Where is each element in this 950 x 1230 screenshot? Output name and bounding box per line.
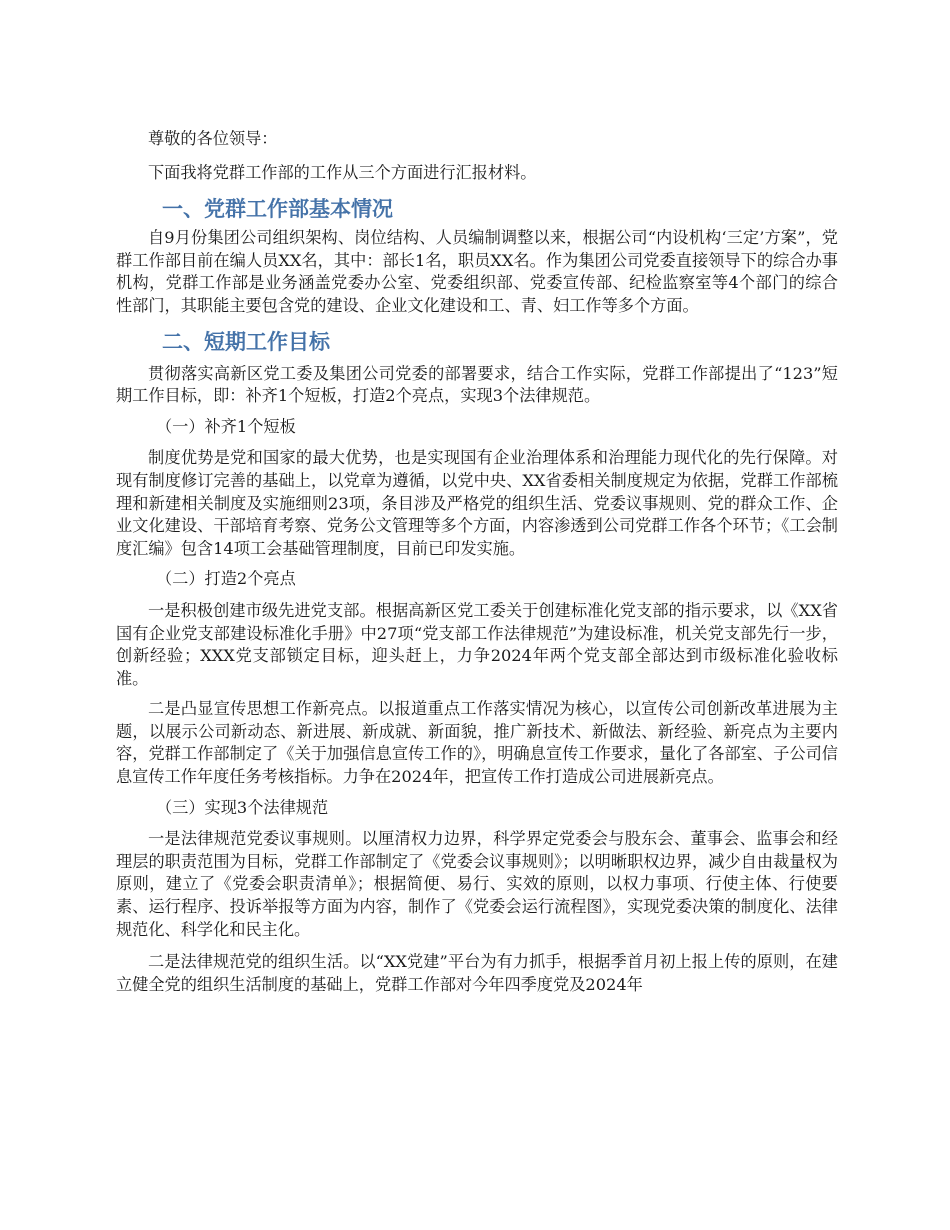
salutation: 尊敬的各位领导： [148,129,278,148]
intro-paragraph: 下面我将党群工作部的工作从三个方面进行汇报材料。 [148,162,537,182]
section-heading-short-term-goals: 二、短期工作目标 [162,329,330,354]
subheading-3: （三）实现3个法律规范 [156,797,329,817]
subsection3-paragraph-2: 二是法律规范党的组织生活。以“XX党建”平台为有力抓手，根据季首月初上报上传的原则，在建立健全党的组织生活制度的基础上，党群工作部对今年四季度党及2024年 [116,952,838,994]
subsection3-paragraph-1: 一是法律规范党委议事规则。以厘清权力边界，科学界定党委会与股东会、董事会、监事会和经理层的职责范围为目标，党群工作部制定了《党委会议事规则》；以明晰职权边界，减少自由裁量权为原则，建立了《党委会职责清单》；根据简便、易行、实效的原则，以权力事项、行使主体、行使要素、运行程序、投诉举报等方面为内容，制作了《党委会运行流程图》，实现党委决策的制度化、法律规范化、科学化和民主化。 [116,829,838,939]
subsection1-paragraph: 制度优势是党和国家的最大优势，也是实现国有企业治理体系和治理能力现代化的先行保障。对现有制度修订完善的基础上，以党章为遵循，以党中央、XX省委相关制度规定为依据，党群工作部梳理和新建相关制度及实施细则23项，条目涉及严格党的组织生活、党委议事规则、党的群众工作、企业文化建设、干部培育考察、党务公文管理等多个方面，内容渗透到公司党群工作各个环节；《工会制度汇编》包含14项工会基础管理制度，目前已印发实施。 [116,448,838,558]
subheading-1: （一）补齐1个短板 [156,416,296,436]
subsection2-paragraph-2: 二是凸显宣传思想工作新亮点。以报道重点工作落实情况为核心，以宣传公司创新改革进展为主题，以展示公司新动态、新进展、新成就、新面貌，推广新技术、新做法、新经验、新亮点为主要内容，党群工作部制定了《关于加强信息宣传工作的》，明确息宣传工作要求，量化了各部室、子公司信息宣传工作年度任务考核指标。力争在2024年，把宣传工作打造成公司进展新亮点。 [116,699,838,787]
subsection2-paragraph-1: 一是积极创建市级先进党支部。根据高新区党工委关于创建标准化党支部的指示要求，以《XX省国有企业党支部建设标准化手册》中27项“党支部工作法律规范”为建设标准，机关党支部先行一步，创新经验；XXX党支部锁定目标，迎头赶上，力争2024年两个党支部全部达到市级标准化验收标准。 [116,600,838,688]
subheading-2: （二）打造2个亮点 [156,569,296,589]
section2-paragraph: 贯彻落实高新区党工委及集团公司党委的部署要求，结合工作实际，党群工作部提出了“123”短期工作目标，即：补齐1个短板，打造2个亮点，实现3个法律规范。 [116,363,838,406]
section-heading-basic-info: 一、党群工作部基本情况 [162,197,393,222]
section1-paragraph: 自9月份集团公司组织架构、岗位结构、人员编制调整以来，根据公司“内设机构‘三定’方案”，党群工作部目前在编人员XX名，其中：部长1名，职员XX名。作为集团公司党委直接领导下的综合办事机构，党群工作部是业务涵盖党委办公室、党委组织部、党委宣传部、纪检监察室等4个部门的综合性部门，其职能主要包含党的建设、企业文化建设和工、青、妇工作等多个方面。 [116,228,838,315]
